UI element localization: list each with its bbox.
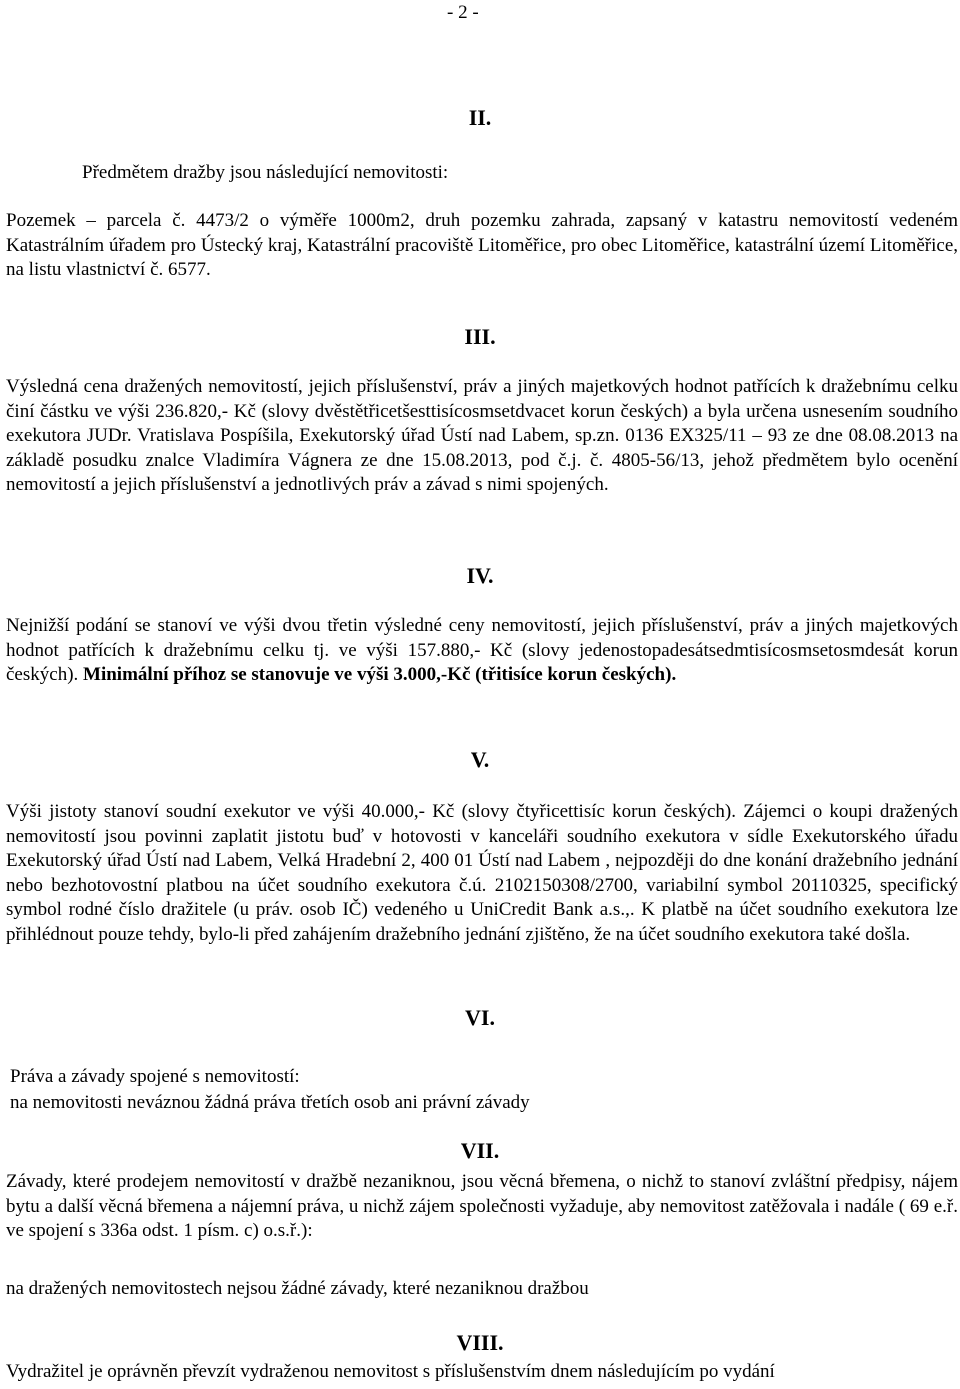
section-2-text: Pozemek – parcela č. 4473/2 o výměře 1000m2, druh pozemku zahrada, zapsaný v katastru nemovitostí vedeném Katastrálním úřadem pro Ústecký kraj, Katastrální pracoviště Litoměřice, pro obec Litoměřice, katastrální území Litoměřice, na listu vlastnictví č. 6577.	[6, 210, 958, 281]
section-5-text: Výši jistoty stanoví soudní exekutor ve výši 40.000,- Kč (slovy čtyřicettisíc korun českých). Zájemci o koupi dražených nemovitostí jsou povinni zaplatit jistotu buď v hotovosti v kanceláři soudního exekutora v sídle Exekutorského úřadu Exekutorský úřad Ústí nad Labem, Velká Hradební 2, 400 01 Ústí nad Labem , nejpozději do dne konání dražebního jednání nebo bezhotovostní platbou na účet soudního exekutora č.ú. 2102150308/2700, variabilní symbol 20110325, specifický symbol rodné číslo dražitele (u práv. osob IČ) vedeného u UniCredit Bank a.s.,. K platbě na účet soudního exekutora lze přihlédnout pouze tehdy, bylo-li před zahájením dražebního jednání zjištěno, že na účet soudního exekutora také došla.	[6, 801, 958, 945]
section-6-rights-text: na nemovitosti neváznou žádná práva třetích osob ani právní závady	[10, 1092, 530, 1113]
section-heading-6: VI.	[465, 1005, 495, 1030]
section-heading-7: VII.	[460, 1138, 500, 1163]
section-2-intro: Předmětem dražby jsou následující nemovitosti:	[82, 162, 449, 183]
section-6-rights-label: Práva a závady spojené s nemovitostí:	[10, 1066, 300, 1087]
section-4-text: Nejnižší podání se stanoví ve výši dvou třetin výsledné ceny nemovitostí, jejich příslušenství, práv a jiných majetkových hodnot patřících k dražebnímu celku tj. ve výši 157.880,- Kč (slovy jedenostopadesátsedmtisícosmsetosmdesát korun českých).	[6, 615, 958, 686]
section-7-text: Závady, které prodejem nemovitostí v dražbě nezaniknou, jsou věcná břemena, o nichž to stanoví zvláštní předpisy, nájem bytu a další věcná břemena a nájemní práva, u nichž zájem společnosti vyžaduje, aby nemovitost zatěžovala i nadále ( 69 e.ř. ve spojení s 336a odst. 1 písm. c) o.s.ř.):	[6, 1171, 958, 1242]
section-8-text: Vydražitel je oprávněn převzít vydraženou nemovitost s příslušenstvím dnem následujícím po vydání	[6, 1361, 775, 1382]
section-heading-8: VIII.	[456, 1330, 504, 1355]
section-3-text: Výsledná cena dražených nemovitostí, jejich příslušenství, práv a jiných majetkových hodnot patřících k dražebnímu celku činí částku ve výši 236.820,- Kč (slovy dvěstětřicetšesttisícosmsetdvacet korun českých) a byla určena usnesením soudního exekutora JUDr. Vratislava Pospíšila, Exekutorský úřad Ústí nad Labem, sp.zn. 0136 EX325/11 – 93 ze dne 08.08.2013 na základě posudku znalce Vladimíra Vágnera ze dne 15.08.2013, pod č.j. č. 4805-56/13, jehož předmětem bylo ocenění nemovitostí a jejich příslušenství a jednotlivých práv a závad s nimi spojených.	[6, 376, 958, 496]
section-7-burdens-text: na dražených nemovitostech nejsou žádné závady, které nezaniknou dražbou	[6, 1278, 589, 1299]
section-4-paragraph	[6, 614, 958, 688]
page-number: - 2 -	[447, 2, 479, 23]
section-heading-4: IV.	[466, 563, 494, 588]
section-heading-2: II.	[468, 105, 492, 130]
section-4-minimum-bid: Minimální příhoz se stanovuje ve výši 3.000,-Kč (třitisíce korun českých).	[83, 664, 677, 686]
section-heading-5: V.	[470, 747, 490, 772]
section-heading-3: III.	[464, 324, 496, 349]
